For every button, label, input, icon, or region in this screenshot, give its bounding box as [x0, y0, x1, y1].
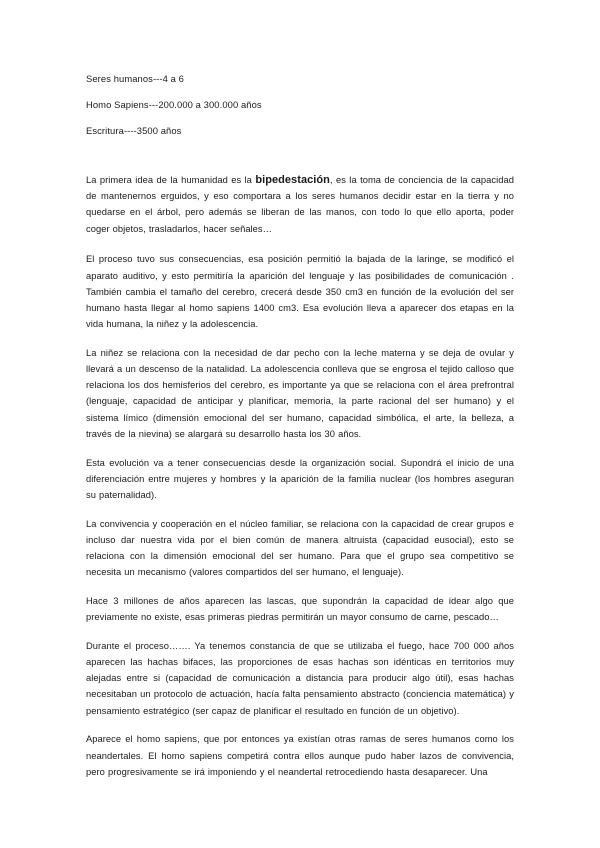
paragraph-text: , es la toma de conciencia de la capacidad de mantenernos erguidos, y eso comportara a los seres humanos decidir estar en la tierra y no quedarse en el árbol, pero además se liberan de las manos, con todo lo que ello aporta, poder coger objetos, trasladarlos, hacer señales…: [86, 175, 514, 234]
document-body: [86, 172, 514, 793]
paragraph-proceso: El proceso tuvo sus consecuencias, esa posición permitió la bajada de la laringe, se modificó el aparato auditivo, y esto permitiría la aparición del lenguaje y las posibilidades de comunicación . También cambia el tamaño del cerebro, crecerá desde 350 cm3 en función de la evolución del ser humano hasta llegar al homo sapiens 1400 cm3. Esa evolución lleva a aparecer dos etapas en la vida humana, la niñez y la adolescencia.: [86, 254, 514, 330]
header-line-escritura: Escritura----3500 años: [86, 125, 182, 136]
header-line-seres-humanos: Seres humanos---4 a 6: [86, 73, 184, 84]
paragraph-convivencia: La convivencia y cooperación en el núcleo familiar, se relaciona con la capacidad de crear grupos e incluso dar nuestra vida por el bien común de manera altruista (capacidad eusocial), esto se relaciona con la dimensión emocional del ser humano. Para que el grupo sea competitivo se necesita un mecanismo (valores compartidos del ser humano, el lenguaje).: [86, 518, 514, 578]
paragraph-text: La primera idea de la humanidad es la: [86, 175, 256, 185]
bold-term-bipedestacion: bipedestación: [255, 174, 330, 186]
paragraph-homo-sapiens: Aparece el homo sapiens, que por entonces ya existían otras ramas de seres humanos como los neandertales. El homo sapiens competirá contra ellos aunque pudo haber lazos de convivencia, pero progresivamente se irá imponiendo y el neandertal retrocediendo hasta desaparecer. Una: [86, 734, 514, 777]
paragraph-bipedestacion: [86, 172, 514, 237]
paragraph-durante-el-proceso: Durante el proceso……. Ya tenemos constancia de que se utilizaba el fuego, hace 700 000 años aparecen las hachas bifaces, las proporciones de esas hachas son idénticas en territorios muy alejadas entre si (capacidad de comunicación a distancia para producir algo útil), esas hachas necesitaban un protocolo de actuación, hacía falta pensamiento abstracto (conciencia matemática) y pensamiento estratégico (ser capaz de planificar el resultado en función de un objetivo).: [86, 640, 514, 716]
paragraph-lascas: Hace 3 millones de años aparecen las lascas, que supondrán la capacidad de idear algo que previamente no existe, esas primeras piedras permitirán un mayor consumo de carne, pescado…: [86, 595, 514, 623]
paragraph-evolucion-social: Esta evolución va a tener consecuencias desde la organización social. Supondrá el inicio de una diferenciación entre mujeres y hombres y la aparición de la familia nuclear (los hombres aseguran su paternalidad).: [86, 457, 514, 500]
header-line-homo-sapiens: Homo Sapiens---200.000 a 300.000 años: [86, 99, 262, 110]
paragraph-ninez: La niñez se relaciona con la necesidad de dar pecho con la leche materna y se deja de ovular y llevará a un descenso de la natalidad. La adolescencia conlleva que se engrosa el tejido calloso que relaciona los dos hemisferios del cerebro, es importante ya que se relaciona con el área prefrontral (lenguaje, capacidad de anticipar y planificar, memoria, la parte racional del ser humano) y el sistema límico (dimensión emocional del ser humano, capacidad simbólica, el arte, la belleza, a través de la nievina) se alargará su desarrollo hasta los 30 años.: [86, 347, 514, 439]
